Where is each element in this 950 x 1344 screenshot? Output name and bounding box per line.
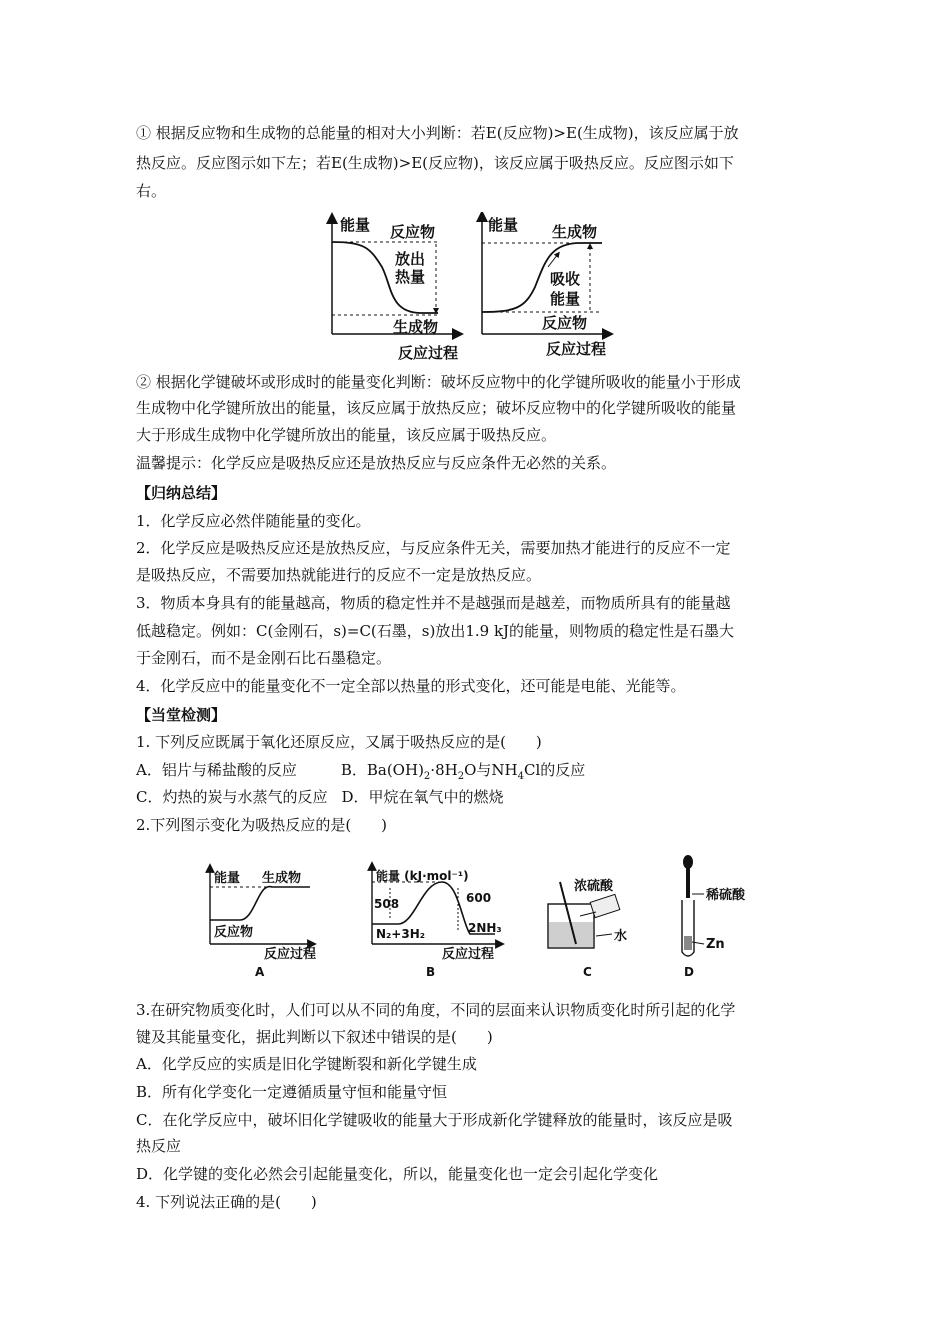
b-value-508: 508: [374, 897, 400, 911]
exothermic-diagram: [332, 216, 458, 362]
d-acid-label: 稀硫酸: [706, 888, 746, 903]
option-d-diagram: [682, 855, 746, 979]
b-xlabel: 反应过程: [442, 947, 495, 962]
endo-top-label: 生成物: [552, 223, 598, 241]
question-1: 1. 下列反应既属于氧化还原反应，又属于吸热反应的是( ): [136, 733, 542, 751]
summary-3c: 于金刚石，而不是金刚石比石墨稳定。: [136, 649, 392, 667]
summary-4: 4．化学反应中的能量变化不一定全部以热量的形式变化，还可能是电能、光能等。: [136, 677, 686, 695]
p2-line-1: ② 根据化学键破坏或形成时的能量变化判断：破坏反应物中的化学键所吸收的能量小于形成: [136, 373, 741, 391]
exo-ylabel: 能量: [340, 216, 371, 234]
summary-2b: 是吸热反应，不需要加热就能进行的反应不一定是放热反应。: [136, 566, 542, 584]
a-top-label: 生成物: [262, 871, 302, 886]
option-c-diagram: [548, 878, 627, 979]
a-xlabel: 反应过程: [264, 947, 317, 962]
summary-heading: 【归纳总结】: [136, 484, 227, 502]
p2-line-2: 生成物中化学键所放出的能量，该反应属于放热反应；破坏反应物中的化学键所吸收的能量: [136, 399, 737, 417]
b-ylabel: 能量 (kJ·mol⁻¹): [376, 869, 469, 883]
q3-option-c-line-1: C．在化学反应中，破坏旧化学键吸收的能量大于形成新化学键释放的能量时，该反应是吸: [136, 1111, 733, 1129]
q3-option-a: A．化学反应的实质是旧化学键断裂和新化学键生成: [136, 1055, 477, 1073]
q1-option-ab: [136, 760, 585, 780]
c-water-label: 水: [614, 929, 628, 944]
exo-mid2: 热量: [395, 268, 426, 286]
d-caption: D: [684, 965, 694, 979]
b-caption: B: [426, 965, 436, 979]
endo-ylabel: 能量: [488, 216, 519, 234]
endo-mid2: 能量: [550, 290, 581, 308]
q1-option-d: D．甲烷在氧气中的燃烧: [341, 788, 504, 806]
a-caption: A: [255, 965, 265, 979]
d-metal-label: Zn: [706, 937, 725, 952]
endo-mid1: 吸收: [550, 270, 581, 288]
q3-option-c-line-2: 热反应: [136, 1137, 182, 1155]
energy-diagrams-figure: [320, 212, 640, 364]
exo-top-label: 反应物: [390, 223, 436, 241]
q1-option-c: C．灼热的炭与水蒸气的反应: [136, 788, 328, 806]
q3-option-b: B．所有化学变化一定遵循质量守恒和能量守恒: [136, 1083, 448, 1101]
tip-line: 温馨提示：化学反应是吸热反应还是放热反应与反应条件无必然的关系。: [136, 454, 617, 472]
intro-line-1: ① 根据反应物和生成物的总能量的相对大小判断：若E(反应物)>E(生成物)，该反应属于放: [136, 124, 739, 142]
a-bottom-label: 反应物: [214, 925, 254, 940]
c-caption: C: [583, 965, 592, 979]
intro-line-3: 右。: [136, 182, 167, 200]
q1-option-a: A．铝片与稀盐酸的反应: [136, 761, 297, 779]
exo-bottom-label: 生成物: [393, 318, 439, 336]
question-3-line-1: 3.在研究物质变化时，人们可以从不同的角度，不同的层面来认识物质变化时所引起的化学: [136, 1001, 736, 1019]
q1-option-cd: [136, 787, 504, 807]
summary-1: 1．化学反应必然伴随能量的变化。: [136, 512, 371, 530]
summary-2a: 2．化学反应是吸热反应还是放热反应，与反应条件无关，需要加热才能进行的反应不一定: [136, 539, 731, 557]
exo-xlabel: 反应过程: [398, 344, 459, 362]
option-a-diagram: [210, 868, 316, 979]
summary-3b: 低越稳定。例如：C(金刚石，s)=C(石墨，s)放出1.9 kJ的能量，则物质的稳定性是石墨大: [136, 622, 735, 640]
a-ylabel: 能量: [214, 871, 241, 886]
p2-line-3: 大于形成生成物中化学键所放出的能量，该反应属于吸热反应。: [136, 426, 557, 444]
intro-line-2: 热反应。反应图示如下左；若E(生成物)>E(反应物)，该反应属于吸热反应。反应图示如下: [136, 154, 734, 172]
summary-3a: 3．物质本身具有的能量越高，物质的稳定性并不是越强而是越差，而物质所具有的能量越: [136, 594, 731, 612]
question-2: 2.下列图示变化为吸热反应的是( ): [136, 816, 388, 834]
question-3-line-2: 键及其能量变化，据此判断以下叙述中错误的是( ): [136, 1028, 493, 1046]
check-heading: 【当堂检测】: [136, 706, 227, 724]
question-4: 4. 下列说法正确的是( ): [136, 1193, 317, 1211]
c-acid-label: 浓硫酸: [574, 879, 614, 894]
endo-xlabel: 反应过程: [546, 340, 607, 358]
q3-option-d: D．化学键的变化必然会引起能量变化，所以，能量变化也一定会引起化学变化: [136, 1165, 659, 1183]
b-value-600: 600: [466, 891, 492, 905]
b-reactants: N₂+3H₂: [376, 927, 426, 941]
q2-options-figure: [200, 852, 760, 982]
b-products: 2NH₃: [468, 921, 502, 935]
endothermic-diagram: [482, 216, 608, 358]
exo-mid1: 放出: [395, 250, 426, 268]
endo-bottom-label: 反应物: [542, 314, 588, 332]
option-b-diagram: [372, 866, 502, 979]
q1-option-b: B．$Ba(OH)_2\cdot 8H_2O$与$NH_4Cl$的反应: [340, 761, 586, 782]
